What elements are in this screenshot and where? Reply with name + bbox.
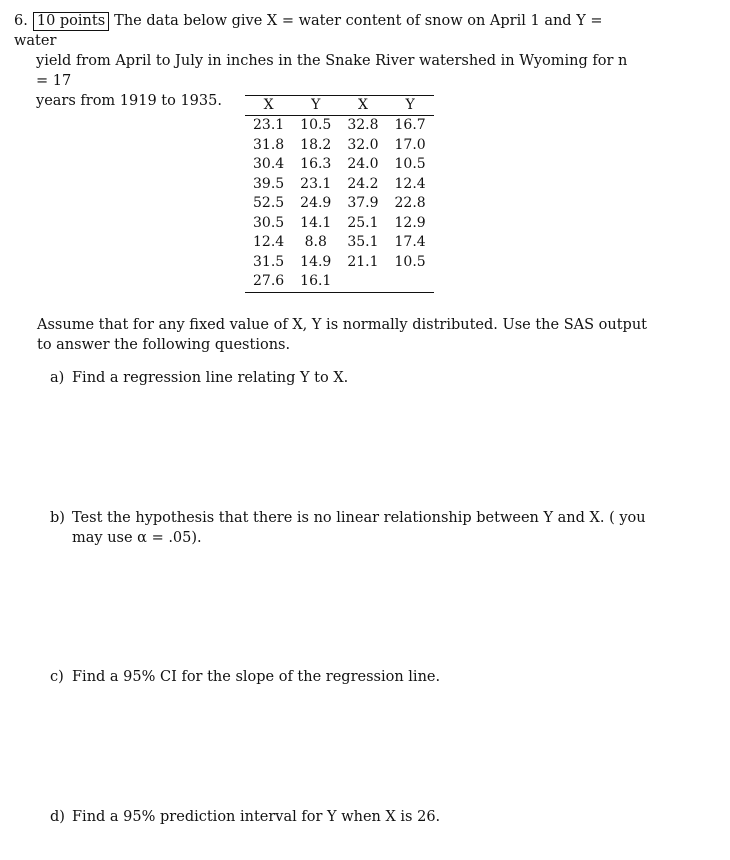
table-cell: 12.4	[253, 234, 285, 250]
table-cell: 17.0	[394, 136, 426, 153]
table-cell: 21.1	[347, 253, 379, 270]
intro-line-2: yield from April to July in inches in the Snake River watershed in Wyoming for n = 17	[36, 53, 628, 89]
header-x2: X	[339, 96, 386, 116]
table-cell: 39.5	[253, 175, 285, 192]
table-row	[245, 116, 434, 136]
intro-line-1-text: The data below give X = water content of snow on April 1 and Y = water	[14, 13, 603, 49]
table-cell: 35.1	[347, 234, 379, 250]
intro-line-3: years from 1919 to 1935.	[36, 93, 222, 109]
header-x1: X	[245, 96, 292, 116]
part-b-label: b)	[50, 510, 65, 526]
table-cell: 10.5	[394, 253, 426, 270]
part-b-text-line-1: Test the hypothesis that there is no linear relationship between Y and X. ( you	[72, 510, 646, 526]
header-y1: Y	[292, 96, 339, 116]
table-cell	[339, 272, 386, 292]
header-y2: Y	[387, 96, 434, 116]
part-a-text: Find a regression line relating Y to X.	[72, 370, 349, 386]
table-row	[245, 272, 434, 292]
table-body	[245, 116, 434, 293]
table-cell: 31.8	[253, 136, 285, 153]
part-d-text: Find a 95% prediction interval for Y when X is 26.	[72, 809, 441, 825]
table-row	[245, 214, 434, 234]
table-cell: 16.7	[394, 117, 426, 133]
table-cell: 10.5	[394, 156, 426, 172]
assumption-line-2: to answer the following questions.	[37, 337, 291, 353]
question-number: 6.	[14, 13, 28, 29]
part-c-label: c)	[50, 669, 64, 685]
part-c-text: Find a 95% CI for the slope of the regression line.	[72, 669, 441, 685]
table-cell: 30.4	[253, 156, 285, 172]
table-row	[245, 194, 434, 214]
table-cell: 22.8	[394, 195, 426, 211]
table-cell: 30.5	[253, 214, 285, 231]
table-row	[245, 136, 434, 156]
table-row	[245, 155, 434, 175]
table-cell: 52.5	[253, 195, 285, 211]
table-cell: 37.9	[347, 195, 379, 211]
table-row	[245, 233, 434, 253]
assumption-paragraph	[37, 315, 657, 355]
part-a	[50, 368, 650, 388]
table-cell: 23.1	[253, 117, 285, 133]
table-header-row	[245, 96, 434, 116]
table-row	[245, 253, 434, 273]
table-cell: 25.1	[347, 214, 379, 231]
assumption-line-1: Assume that for any fixed value of X, Y is normally distributed. Use the SAS output	[37, 317, 647, 333]
part-a-label: a)	[50, 370, 65, 386]
part-c	[50, 667, 650, 687]
table-cell: 14.1	[300, 214, 332, 231]
table-cell: 8.8	[304, 234, 327, 250]
table-cell: 24.0	[347, 156, 379, 172]
table-cell: 14.9	[300, 253, 332, 270]
table-cell: 16.3	[300, 156, 332, 172]
table-cell: 16.1	[292, 272, 339, 292]
snow-data-table	[245, 95, 434, 293]
part-b-text-line-2: may use α = .05).	[72, 530, 202, 546]
table-cell: 18.2	[300, 136, 332, 153]
part-b	[50, 508, 650, 548]
table-cell: 24.9	[300, 195, 332, 211]
table-cell: 24.2	[347, 175, 379, 192]
table-cell: 23.1	[300, 175, 332, 192]
table-cell: 12.9	[394, 214, 426, 231]
table-cell: 27.6	[245, 272, 292, 292]
part-d-label: d)	[50, 809, 65, 825]
intro-line-1	[14, 11, 634, 51]
table-row	[245, 175, 434, 195]
table-cell: 32.0	[347, 136, 379, 153]
points-badge: 10 points	[33, 12, 109, 31]
part-d	[50, 807, 650, 827]
table-cell: 31.5	[253, 253, 285, 270]
table-cell: 12.4	[394, 175, 426, 192]
table-cell: 17.4	[394, 234, 426, 250]
table-cell: 10.5	[300, 117, 332, 133]
table-cell	[387, 272, 434, 292]
table-cell: 32.8	[347, 117, 379, 133]
